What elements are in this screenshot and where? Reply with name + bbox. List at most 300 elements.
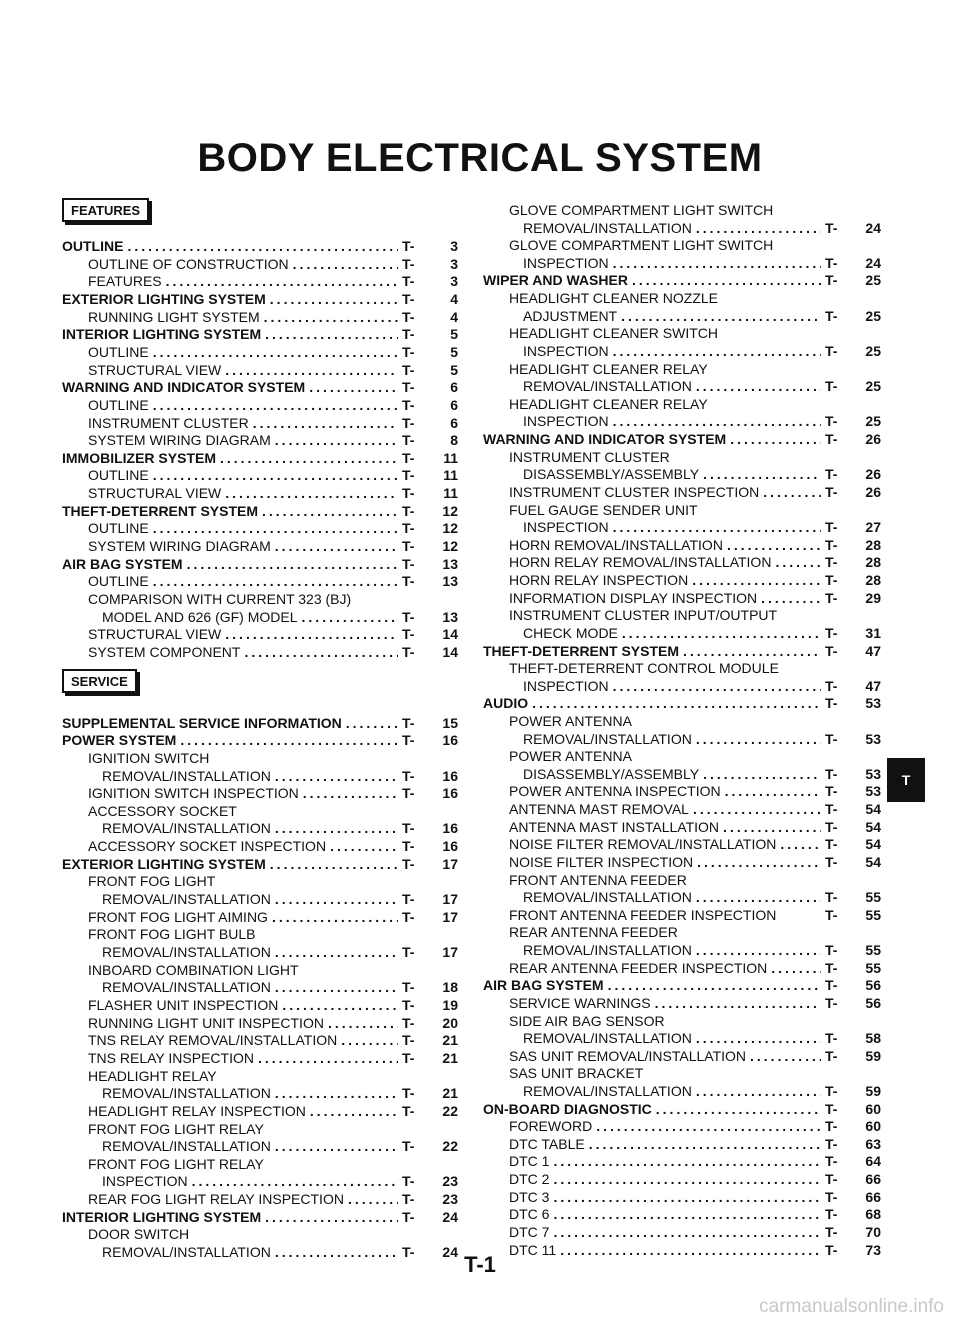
toc-entry[interactable] [483,994,881,1012]
toc-page-ref [402,608,458,626]
page-number-ref: 53 [865,783,881,800]
page-prefix: T- [402,538,415,555]
toc-entry [62,925,458,943]
dot-leader [696,730,821,748]
dot-leader [622,624,821,642]
dot-leader [153,343,398,361]
page-prefix: T- [402,626,415,643]
dot-leader [656,1100,821,1118]
toc-entry[interactable] [62,1172,458,1190]
watermark: carmanualsonline.info [759,1296,944,1317]
toc-entry[interactable] [483,518,881,536]
page-prefix: T- [825,801,838,818]
toc-entry[interactable] [483,906,881,924]
toc-entry-title: DTC 6 [509,1206,550,1223]
page-number-ref: 21 [442,1032,458,1049]
toc-entry-title: OUTLINE [88,343,149,360]
page-prefix: T- [402,555,415,572]
toc-entry[interactable] [62,943,458,961]
toc-entry[interactable] [483,959,881,977]
toc-page-ref [825,1223,881,1241]
toc-entry-title: STRUCTURAL VIEW [88,361,222,378]
page-number-ref: 47 [865,677,881,694]
toc-entry[interactable] [483,1188,881,1206]
toc-page-ref [825,518,881,536]
page-number-ref: 8 [450,432,458,449]
toc-entry-title: FOREWORD [509,1118,593,1135]
dot-leader [180,731,398,749]
toc-entry-title: REMOVAL/INSTALLATION [102,979,271,996]
toc-entry[interactable] [483,219,881,237]
toc-entry[interactable] [62,449,458,467]
toc-entry [483,289,881,307]
toc-entry-title: INSPECTION [523,677,609,694]
toc-page-ref [402,237,458,255]
toc-entry[interactable] [483,1152,881,1170]
page-number-ref: 13 [442,608,458,625]
toc-entry[interactable] [62,996,458,1014]
toc-page-ref [402,290,458,308]
toc-page-ref [825,782,881,800]
toc-entry[interactable] [483,782,881,800]
toc-entry[interactable] [483,800,881,818]
toc-entry[interactable] [483,1082,881,1100]
toc-entry-title: DOOR SWITCH [88,1226,190,1243]
toc-entry-title: WARNING AND INDICATOR SYSTEM [62,379,306,396]
toc-page-ref [825,589,881,607]
toc-entry-title: DTC 11 [509,1241,557,1258]
page-number-ref: 16 [442,732,458,749]
toc-page-ref [825,765,881,783]
toc-entry-title: RUNNING LIGHT UNIT INSPECTION [88,1014,324,1031]
toc-entry-title: AIR BAG SYSTEM [483,977,604,994]
toc-entry[interactable] [483,571,881,589]
dot-leader [270,290,398,308]
toc-page-ref [402,784,458,802]
page-number-ref: 20 [442,1014,458,1031]
page-prefix: T- [825,765,838,782]
toc-entry[interactable] [483,624,881,642]
toc-entry[interactable] [483,553,881,571]
page-number-ref: 13 [442,555,458,572]
toc-page-ref [402,484,458,502]
toc-entry[interactable] [62,466,458,484]
toc-page-ref [402,819,458,837]
toc-page-ref [402,1172,458,1190]
toc-entry-title: FRONT ANTENNA FEEDER [509,871,687,888]
toc-entry[interactable] [483,976,881,994]
toc-page-ref [825,906,881,924]
dot-leader [272,908,398,926]
toc-entry[interactable] [483,536,881,554]
toc-entry [483,1064,881,1082]
page-prefix: T- [825,1118,838,1135]
page-number-ref: 29 [865,589,881,606]
dot-leader [303,784,398,802]
toc-entry-title: NOISE FILTER INSPECTION [509,853,694,870]
toc-entry-title: REMOVAL/INSTALLATION [102,891,271,908]
toc-entry[interactable] [62,414,458,432]
toc-entry[interactable] [62,537,458,555]
toc-entry[interactable] [62,837,458,855]
page-prefix: T- [825,994,838,1011]
page-prefix: T- [402,944,415,960]
toc-entry[interactable] [62,608,458,626]
toc-page-ref [825,642,881,660]
page-prefix: T- [825,677,838,694]
dot-leader [771,959,821,977]
page-number-ref: 63 [865,1135,881,1152]
toc-entry-title: WARNING AND INDICATOR SYSTEM [483,431,727,448]
page-prefix: T- [825,1047,838,1064]
toc-entry[interactable] [483,818,881,836]
page-number-ref: 14 [442,626,458,643]
page-number-ref: 12 [442,520,458,537]
toc-entry[interactable] [62,784,458,802]
toc-entry[interactable] [62,1137,458,1155]
page-number-ref: 6 [450,396,458,413]
dot-leader [275,767,398,785]
toc-entry[interactable] [62,908,458,926]
page-title: BODY ELECTRICAL SYSTEM [197,136,763,180]
page-number-ref: 16 [442,838,458,855]
page-prefix: T- [402,767,415,784]
toc-entry[interactable] [483,694,881,712]
page-number-ref: 6 [450,379,458,396]
dot-leader [727,536,821,554]
page-prefix: T- [825,818,838,835]
toc-entry-title: FRONT ANTENNA FEEDER INSPECTION [509,906,777,923]
toc-entry-title: POWER ANTENNA INSPECTION [509,783,721,800]
toc-entry[interactable] [483,765,881,783]
page-prefix: T- [825,1171,838,1188]
toc-entry[interactable] [483,342,881,360]
toc-entry[interactable] [62,361,458,379]
toc-entry-title: FEATURES [88,273,162,290]
toc-entry[interactable] [483,835,881,853]
page-number-ref: 28 [865,554,881,571]
toc-entry[interactable] [483,677,881,695]
toc-entry-title: FRONT FOG LIGHT AIMING [88,908,268,925]
page-number-ref: 23 [442,1173,458,1190]
toc-entry-title: ANTENNA MAST REMOVAL [509,801,689,818]
toc-entry[interactable] [62,890,458,908]
page-prefix: T- [402,1085,415,1102]
page-number-ref: 24 [442,1208,458,1225]
page-prefix: T- [825,1188,838,1205]
toc-entry[interactable] [483,271,881,289]
page-number-ref: 27 [865,519,881,536]
toc-page-ref [825,483,881,501]
toc-page-ref [402,837,458,855]
toc-entry-title: DTC 1 [509,1153,550,1170]
page-number-ref: 19 [442,996,458,1013]
dot-leader [696,888,821,906]
toc-entry[interactable] [62,519,458,537]
toc-entry [483,236,881,254]
toc-entry-title: SYSTEM WIRING DIAGRAM [88,538,271,555]
page-prefix: T- [402,273,415,290]
page-prefix: T- [402,1244,415,1261]
dot-leader [225,484,398,502]
toc-entry[interactable] [62,1031,458,1049]
toc-entry-title: REMOVAL/INSTALLATION [102,820,271,837]
dot-leader [632,271,821,289]
page-prefix: T- [825,589,838,606]
toc-entry[interactable] [62,272,458,290]
toc-entry-title: IMMOBILIZER SYSTEM [62,449,216,466]
dot-leader [553,1205,821,1223]
toc-page-ref [402,767,458,785]
page-number-ref: 55 [865,889,881,906]
dot-leader [596,1117,821,1135]
page-prefix: T- [402,855,415,872]
toc-entry [483,606,881,624]
page-prefix: T- [825,307,838,324]
page-number-ref: 53 [865,765,881,782]
page-prefix: T- [402,838,415,855]
page-prefix: T- [402,820,415,837]
toc-entry[interactable] [62,290,458,308]
toc-entry[interactable] [62,767,458,785]
toc-entry[interactable] [62,484,458,502]
toc-entry-title: REMOVAL/INSTALLATION [523,1083,692,1099]
page-prefix: T- [402,996,415,1013]
toc-entry[interactable] [483,1135,881,1153]
page-number-ref: 54 [865,801,881,818]
dot-leader [187,555,398,573]
toc-page-ref [825,694,881,712]
toc-entry[interactable] [62,378,458,396]
toc-entry-title: SUPPLEMENTAL SERVICE INFORMATION [62,714,342,731]
toc-entry[interactable] [483,483,881,501]
toc-entry-title: FRONT FOG LIGHT RELAY [88,1120,264,1137]
toc-entry[interactable] [483,307,881,325]
toc-entry[interactable] [62,1014,458,1032]
toc-entry[interactable] [62,1102,458,1120]
toc-entry-title: STRUCTURAL VIEW [88,626,222,643]
toc-entry[interactable] [62,625,458,643]
toc-entry-title: OUTLINE [88,467,149,484]
page-prefix: T- [402,785,415,802]
toc-entry-title: OUTLINE [62,238,124,254]
section-tab[interactable]: T [887,758,925,802]
page-prefix: T- [825,572,838,589]
page-prefix: T- [402,414,415,431]
dot-leader [225,625,398,643]
page-prefix: T- [402,396,415,413]
page-prefix: T- [825,1100,838,1117]
page-number-ref: 4 [450,308,458,325]
toc-page-ref [825,959,881,977]
page-prefix: T- [825,378,838,395]
toc-entry-title: FUEL GAUGE SENDER UNIT [509,501,698,518]
toc-entry-title: HORN RELAY REMOVAL/INSTALLATION [509,554,772,571]
page-prefix: T- [825,624,838,641]
toc-entry-title: HEADLIGHT CLEANER SWITCH [509,325,718,342]
toc-entry-title: SAS UNIT REMOVAL/INSTALLATION [509,1047,747,1064]
toc-entry-title: OUTLINE [88,520,149,537]
toc-entry-title: INTERIOR LIGHTING SYSTEM [62,1208,262,1225]
dot-leader [553,1152,821,1170]
toc-page-ref [402,325,458,343]
toc-entry-title: THEFT-DETERRENT SYSTEM [483,642,680,659]
toc-entry-title: POWER ANTENNA [509,748,632,765]
dot-leader [696,219,821,237]
toc-entry[interactable] [62,1190,458,1208]
toc-entry[interactable] [62,731,458,749]
toc-entry[interactable] [483,430,881,448]
toc-entry-title: REMOVAL/INSTALLATION [523,378,692,395]
toc-entry-title: HORN RELAY INSPECTION [509,572,689,589]
page-number-ref: 25 [865,342,881,359]
page-prefix: T- [825,554,838,571]
toc-entry[interactable] [483,642,881,660]
toc-entry[interactable] [483,941,881,959]
toc-page-ref [402,731,458,749]
page-number-ref: 18 [442,979,458,996]
toc-entry-title: INSPECTION [523,413,609,430]
toc-entry-title: POWER SYSTEM [62,732,177,749]
page-number: T-1 [464,1252,496,1277]
page-number-ref: 56 [865,977,881,994]
toc-entry [62,590,458,608]
dot-leader [225,361,398,379]
dot-leader [309,378,398,396]
toc-page-ref [825,1029,881,1047]
toc-entry-title: SYSTEM WIRING DIAGRAM [88,432,271,449]
toc-entry-title: FRONT FOG LIGHT [88,873,216,890]
toc-entry[interactable] [483,589,881,607]
toc-entry-title: WIPER AND WASHER [483,272,628,289]
page-prefix: T- [402,608,415,625]
toc-entry-title: DISASSEMBLY/ASSEMBLY [523,466,700,483]
dot-leader [293,255,398,273]
toc-page-ref [402,1049,458,1067]
toc-entry[interactable] [483,412,881,430]
dot-leader [328,1014,398,1032]
toc-entry[interactable] [483,1100,881,1118]
page-number-ref: 16 [442,767,458,784]
toc-entry[interactable] [62,819,458,837]
page-prefix: T- [825,431,838,448]
toc-entry[interactable] [62,308,458,326]
toc-entry-title: REMOVAL/INSTALLATION [523,1030,692,1047]
page-number-ref: 22 [442,1102,458,1119]
toc-entry-title: OUTLINE [88,573,149,590]
dot-leader [192,1172,398,1190]
toc-entry-title: FRONT FOG LIGHT RELAY [88,1155,264,1172]
page-prefix: T- [825,536,838,553]
toc-entry[interactable] [62,555,458,573]
toc-entry[interactable] [483,1170,881,1188]
page-number-ref: 13 [442,573,458,590]
toc-entry[interactable] [483,1047,881,1065]
page-number-ref: 16 [442,820,458,837]
toc-page-ref [825,412,881,430]
page-number-ref: 26 [865,466,881,483]
toc-entry-title: INFORMATION DISPLAY INSPECTION [509,589,758,606]
page-prefix: T- [402,1208,415,1225]
toc-entry[interactable] [62,855,458,873]
dot-leader [697,853,821,871]
toc-entry-title: INSTRUMENT CLUSTER INPUT/OUTPUT [509,607,778,624]
dot-leader [696,377,821,395]
toc-entry[interactable] [483,377,881,395]
toc-page-ref [825,800,881,818]
page-number-ref: 55 [865,942,881,959]
toc-entry-title: STRUCTURAL VIEW [88,485,222,502]
toc-entry[interactable] [62,343,458,361]
toc-entry[interactable] [62,255,458,273]
toc-entry-title: INBOARD COMBINATION LIGHT [88,961,299,978]
toc-entry-title: MODEL AND 626 (GF) MODEL [102,608,298,625]
page-number-ref: 21 [442,1085,458,1102]
toc-entry[interactable] [483,730,881,748]
toc-entry[interactable] [62,1084,458,1102]
toc-entry[interactable] [62,237,458,255]
toc-entry [483,360,881,378]
toc-entry-title: REMOVAL/INSTALLATION [102,767,271,784]
toc-entry[interactable] [483,465,881,483]
toc-entry[interactable] [62,1208,458,1226]
toc-entry [62,1225,458,1243]
dot-leader [348,1190,398,1208]
toc-entry[interactable] [483,1205,881,1223]
toc-entry [483,324,881,342]
toc-entry [483,395,881,413]
toc-entry-title: REMOVAL/INSTALLATION [102,944,271,960]
toc-entry[interactable] [483,888,881,906]
toc-page-ref [825,941,881,959]
toc-page-ref [825,835,881,853]
page-number-ref: 73 [865,1241,881,1258]
toc-entry[interactable] [62,325,458,343]
page-number-ref: 59 [865,1083,881,1099]
toc-entry [483,712,881,730]
toc-entry[interactable] [62,643,458,661]
toc-page-ref [402,361,458,379]
toc-entry-title: EXTERIOR LIGHTING SYSTEM [62,855,266,872]
toc-entry-title: INSTRUMENT CLUSTER [88,414,249,431]
page-prefix: T- [825,413,838,430]
toc-entry[interactable] [483,853,881,871]
toc-page-ref [825,465,881,483]
page-prefix: T- [402,290,415,307]
toc-entry[interactable] [62,572,458,590]
page-prefix: T- [825,272,838,289]
page-number-ref: 25 [865,378,881,395]
page-number-ref: 47 [865,642,881,659]
page-prefix: T- [825,1153,838,1170]
toc-entry[interactable] [483,1029,881,1047]
toc-entry[interactable] [62,502,458,520]
toc-entry[interactable] [62,396,458,414]
toc-entry-title: REMOVAL/INSTALLATION [102,1138,271,1155]
toc-entry[interactable] [483,254,881,272]
toc-entry-title: REMOVAL/INSTALLATION [523,219,692,236]
toc-page-ref [825,377,881,395]
dot-leader [153,572,398,590]
toc-entry[interactable] [62,1049,458,1067]
page-prefix: T- [402,308,415,325]
toc-entry[interactable] [483,1117,881,1135]
toc-entry[interactable] [62,431,458,449]
page-prefix: T- [825,642,838,659]
toc-entry[interactable] [62,978,458,996]
toc-entry[interactable] [62,714,458,732]
toc-entry[interactable] [483,1223,881,1241]
